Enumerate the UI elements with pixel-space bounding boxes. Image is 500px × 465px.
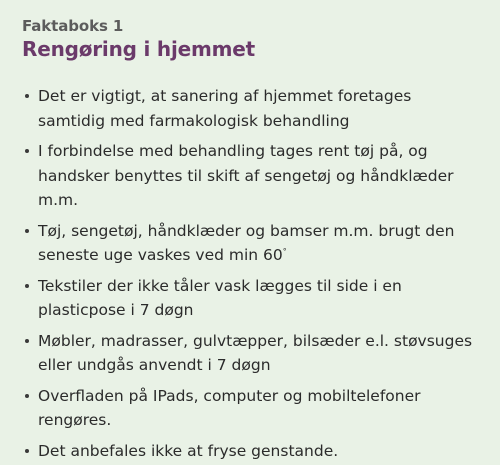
bullet-icon [24, 84, 30, 109]
list-item-text: Tøj, sengetøj, håndklæder og bamser m.m. brugt den seneste uge vaskes ved min 60 [38, 221, 455, 264]
bullet-icon [24, 439, 30, 464]
bullet-icon [24, 219, 30, 244]
fact-list [22, 84, 482, 463]
list-item-text: Overfladen på IPads, computer og mobiltelefoner rengøres. [38, 386, 421, 429]
list-item [22, 139, 482, 213]
bullet-icon [24, 329, 30, 354]
list-item-text: Tekstiler der ikke tåler vask lægges til side i en plasticpose i 7 døgn [38, 276, 402, 319]
bullet-icon [24, 274, 30, 299]
degree-symbol: ° [282, 246, 287, 256]
bullet-icon [24, 384, 30, 409]
list-item-text: I forbindelse med behandling tages rent tøj på, og handsker benyttes til skift af sengetøj og håndklæder m.m. [38, 142, 454, 209]
bullet-icon [24, 139, 30, 164]
list-item-text: Det anbefales ikke at fryse genstande. [38, 441, 339, 460]
list-item [22, 329, 482, 378]
list-item [22, 384, 482, 433]
list-item-text: Det er vigtigt, at sanering af hjemmet foretages samtidig med farmakologisk behandling [38, 87, 412, 130]
list-item [22, 219, 482, 268]
factbox-kicker: Faktaboks 1 [22, 17, 124, 35]
list-item [22, 439, 482, 464]
list-item-text: Møbler, madrasser, gulvtæpper, bilsæder e.l. støvsuges eller undgås anvendt i 7 døgn [38, 331, 473, 374]
factbox-title: Rengøring i hjemmet [22, 37, 255, 61]
list-item [22, 84, 482, 133]
list-item [22, 274, 482, 323]
